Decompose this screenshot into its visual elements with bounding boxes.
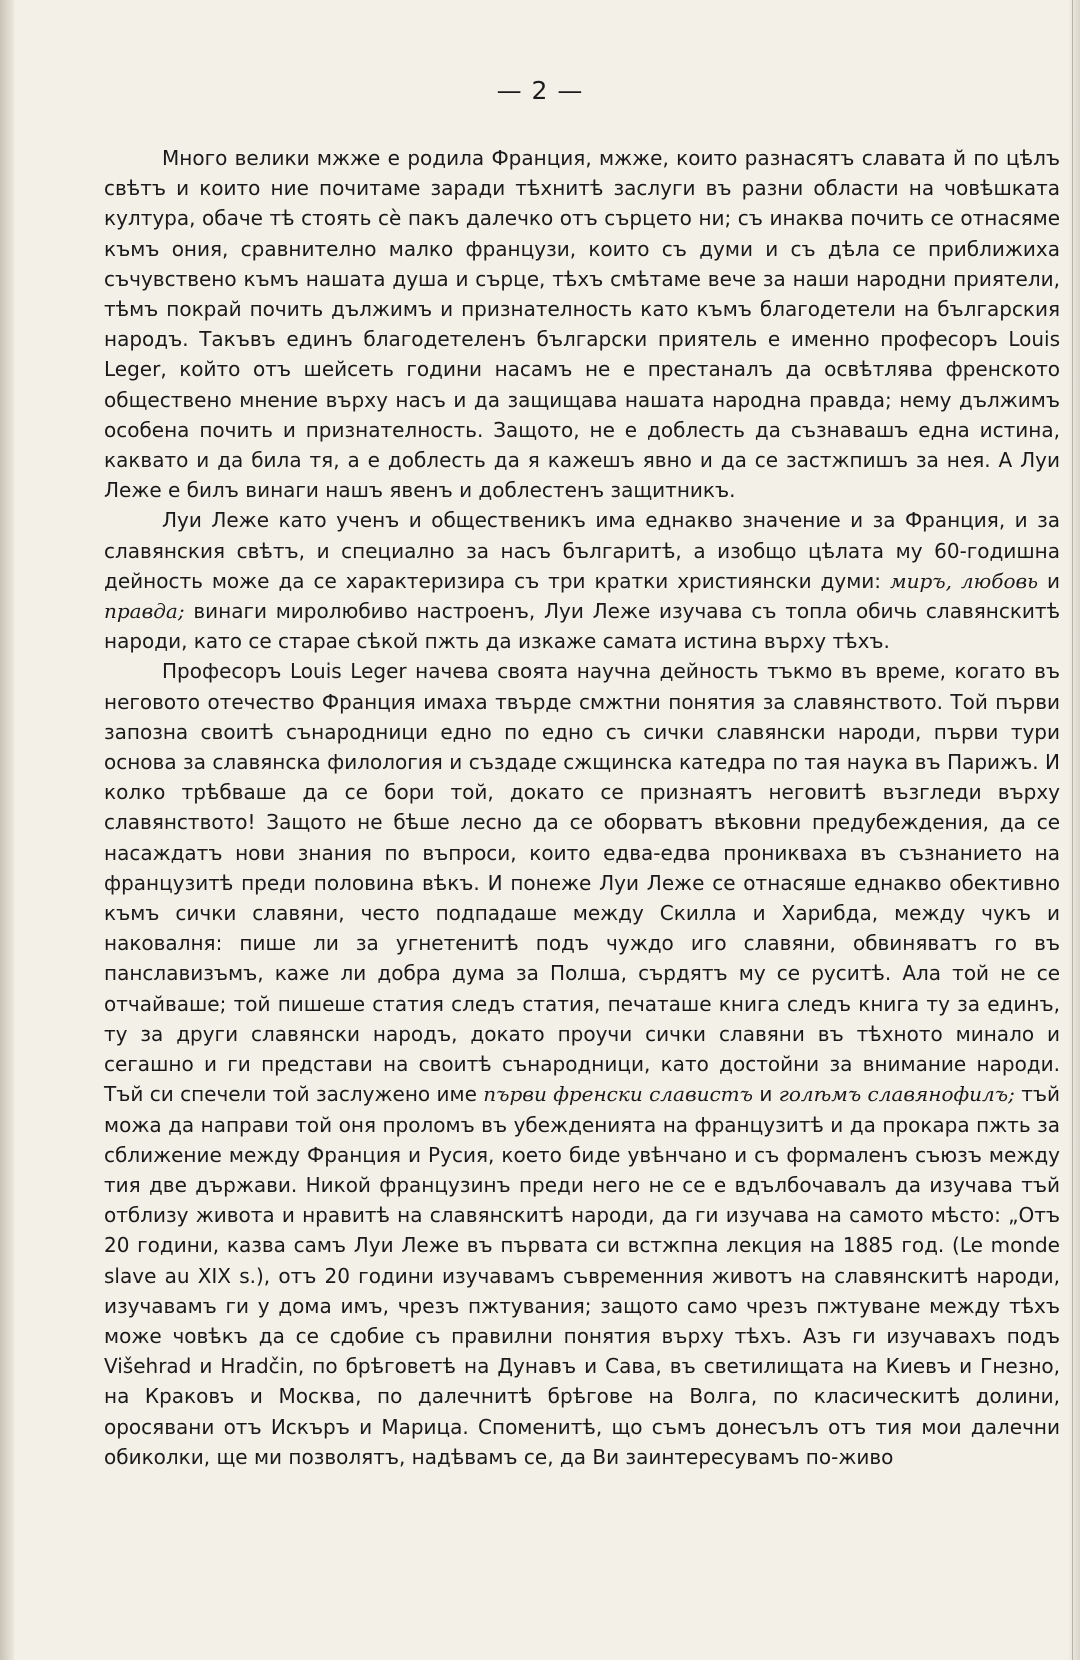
emphasized-text: правда; (104, 599, 185, 624)
page-left-edge (0, 0, 14, 1660)
page-number: — 2 — (496, 76, 584, 105)
paragraph (104, 505, 1060, 656)
body-text (104, 143, 1060, 1472)
text-run: и (1038, 568, 1060, 593)
paragraph (104, 656, 1060, 1471)
text-run: Луи Леже като ученъ и общественикъ има еднакво значение и за Франция, и за славянския свѣтъ, и специално за насъ българитѣ, а изобщо цѣлата му 60-годишна дейность може да се характеризира съ три кратки християнски думи: (104, 508, 1060, 593)
text-run: винаги миролюбиво настроенъ, Луи Леже изучава съ топла обичь славянскитѣ народи, като се старае сѣкой пжть да изкаже самата истина върху тѣхъ. (104, 599, 1060, 654)
text-run: тъй можа да направи той оня проломъ въ убежденията на французитѣ и да прокара пжть за сближение между Франция и Русия, което биде увѣнчано и съ формаленъ съюзъ между тия две държави. Никой французинъ преди него не се е вдълбочавалъ да изучава тъй отблизу живота и нравитѣ на славянскитѣ народи, да ги изучава на самото мѣсто: „Отъ 20 години, казва самъ Луи Леже въ първата си встжпна лекция на 1885 год. (Le monde slave au XIX s.), отъ 20 години изучавамъ съвременния животъ на славянскитѣ народи, изучавамъ ги у дома имъ, чрезъ пжтувания; защото само чрезъ пжтуване между тѣхъ може човѣкъ да се сдобие съ правилни понятия върху тѣхъ. Азъ ги изучавахъ подъ Višehrad и Hradčin, по брѣговетѣ на Дунавъ и Сава, въ светилищата на Киевъ и Гнезно, на Краковъ и Москва, по далечнитѣ брѣгове на Волга, по класическитѣ долини, оросявани отъ Искъръ и Марица. Споменитѣ, що съмъ донесълъ отъ тия мои далечни обиколки, ще ми позволятъ, надѣвамъ се, да Ви заинтересувамъ по-живо (104, 1082, 1061, 1469)
text-run: и (752, 1082, 779, 1107)
emphasized-text: миръ, любовь (889, 568, 1039, 593)
text-run: Професоръ Louis Leger начева своята научна дейность тъкмо въ време, когато въ неговото отечество Франция имаха твърде смжтни понятия за славянството. Той първи запозна своитѣ сънародници едно по едно съ сички славянски народи, първи тури основа за славянска филология и създаде сжщинска катедра по тая наука въ Парижъ. И колко трѣбваше да се бори той, докато се признаятъ неговитѣ възгледи върху славянството! Защото не бѣше лесно да се оборватъ вѣковни предубеждения, да се насаждатъ нови знания по въпроси, които едва-едва проникваха въ съзнанието на французитѣ преди половина вѣкъ. И понеже Луи Леже се отнасяше еднакво обективно къмъ сички славяни, често подпадаше между Скилла и Харибда, между чукъ и наковалня: пише ли за угнетенитѣ подъ чуждо иго славяни, обвиняватъ го въ панславизъмъ, каже ли добра дума за Полша, сърдятъ му се руситѣ. Ала той не се отчайваше; той пишеше статия следъ статия, печаташе книга следъ книга ту за единъ, ту за други славянски народъ, докато проучи сички славяни въ тѣхното минало и сегашно и ги представи на своитѣ сънародници, като достойни за внимание народи. Тъй си спечели той заслужено име (104, 659, 1060, 1107)
emphasized-text: голѣмъ славянофилъ; (778, 1082, 1015, 1107)
emphasized-text: първи френски славистъ (483, 1082, 753, 1107)
page-right-edge (1068, 0, 1080, 1660)
paragraph (104, 143, 1060, 505)
text-run: Много велики мжже е родила Франция, мжже, които разнасятъ славата й по цѣлъ свѣтъ и които ние почитаме заради тѣхнитѣ заслуги въ разни области на човѣшката култура, обаче тѣ стоять сѐ пакъ далечко отъ сърцето ни; съ инаква почить се отнасяме къмъ ония, сравнително малко французи, които съ думи и съ дѣла се приближиха съчувствено къмъ нашата душа и сърце, тѣхъ смѣтаме вече за наши народни приятели, тѣмъ покрай почить дължимъ и признателность като къмъ благодетели на българския народъ. Такъвъ единъ благодетеленъ български приятель е именно професоръ Louis Leger, който отъ шейсеть години насамъ не е престаналъ да освѣтлява френскoто обществено мнение върху насъ и да защищава нашата народна правда; нему дължимъ особена почить и признателность. Защото, не е доблесть да съзнавашъ една истина, каквато и да била тя, а е доблесть да я кажешъ явно и да се застжпишъ за нея. А Луи Леже е билъ винаги нашъ явенъ и доблестенъ защитникъ. (104, 146, 1060, 503)
